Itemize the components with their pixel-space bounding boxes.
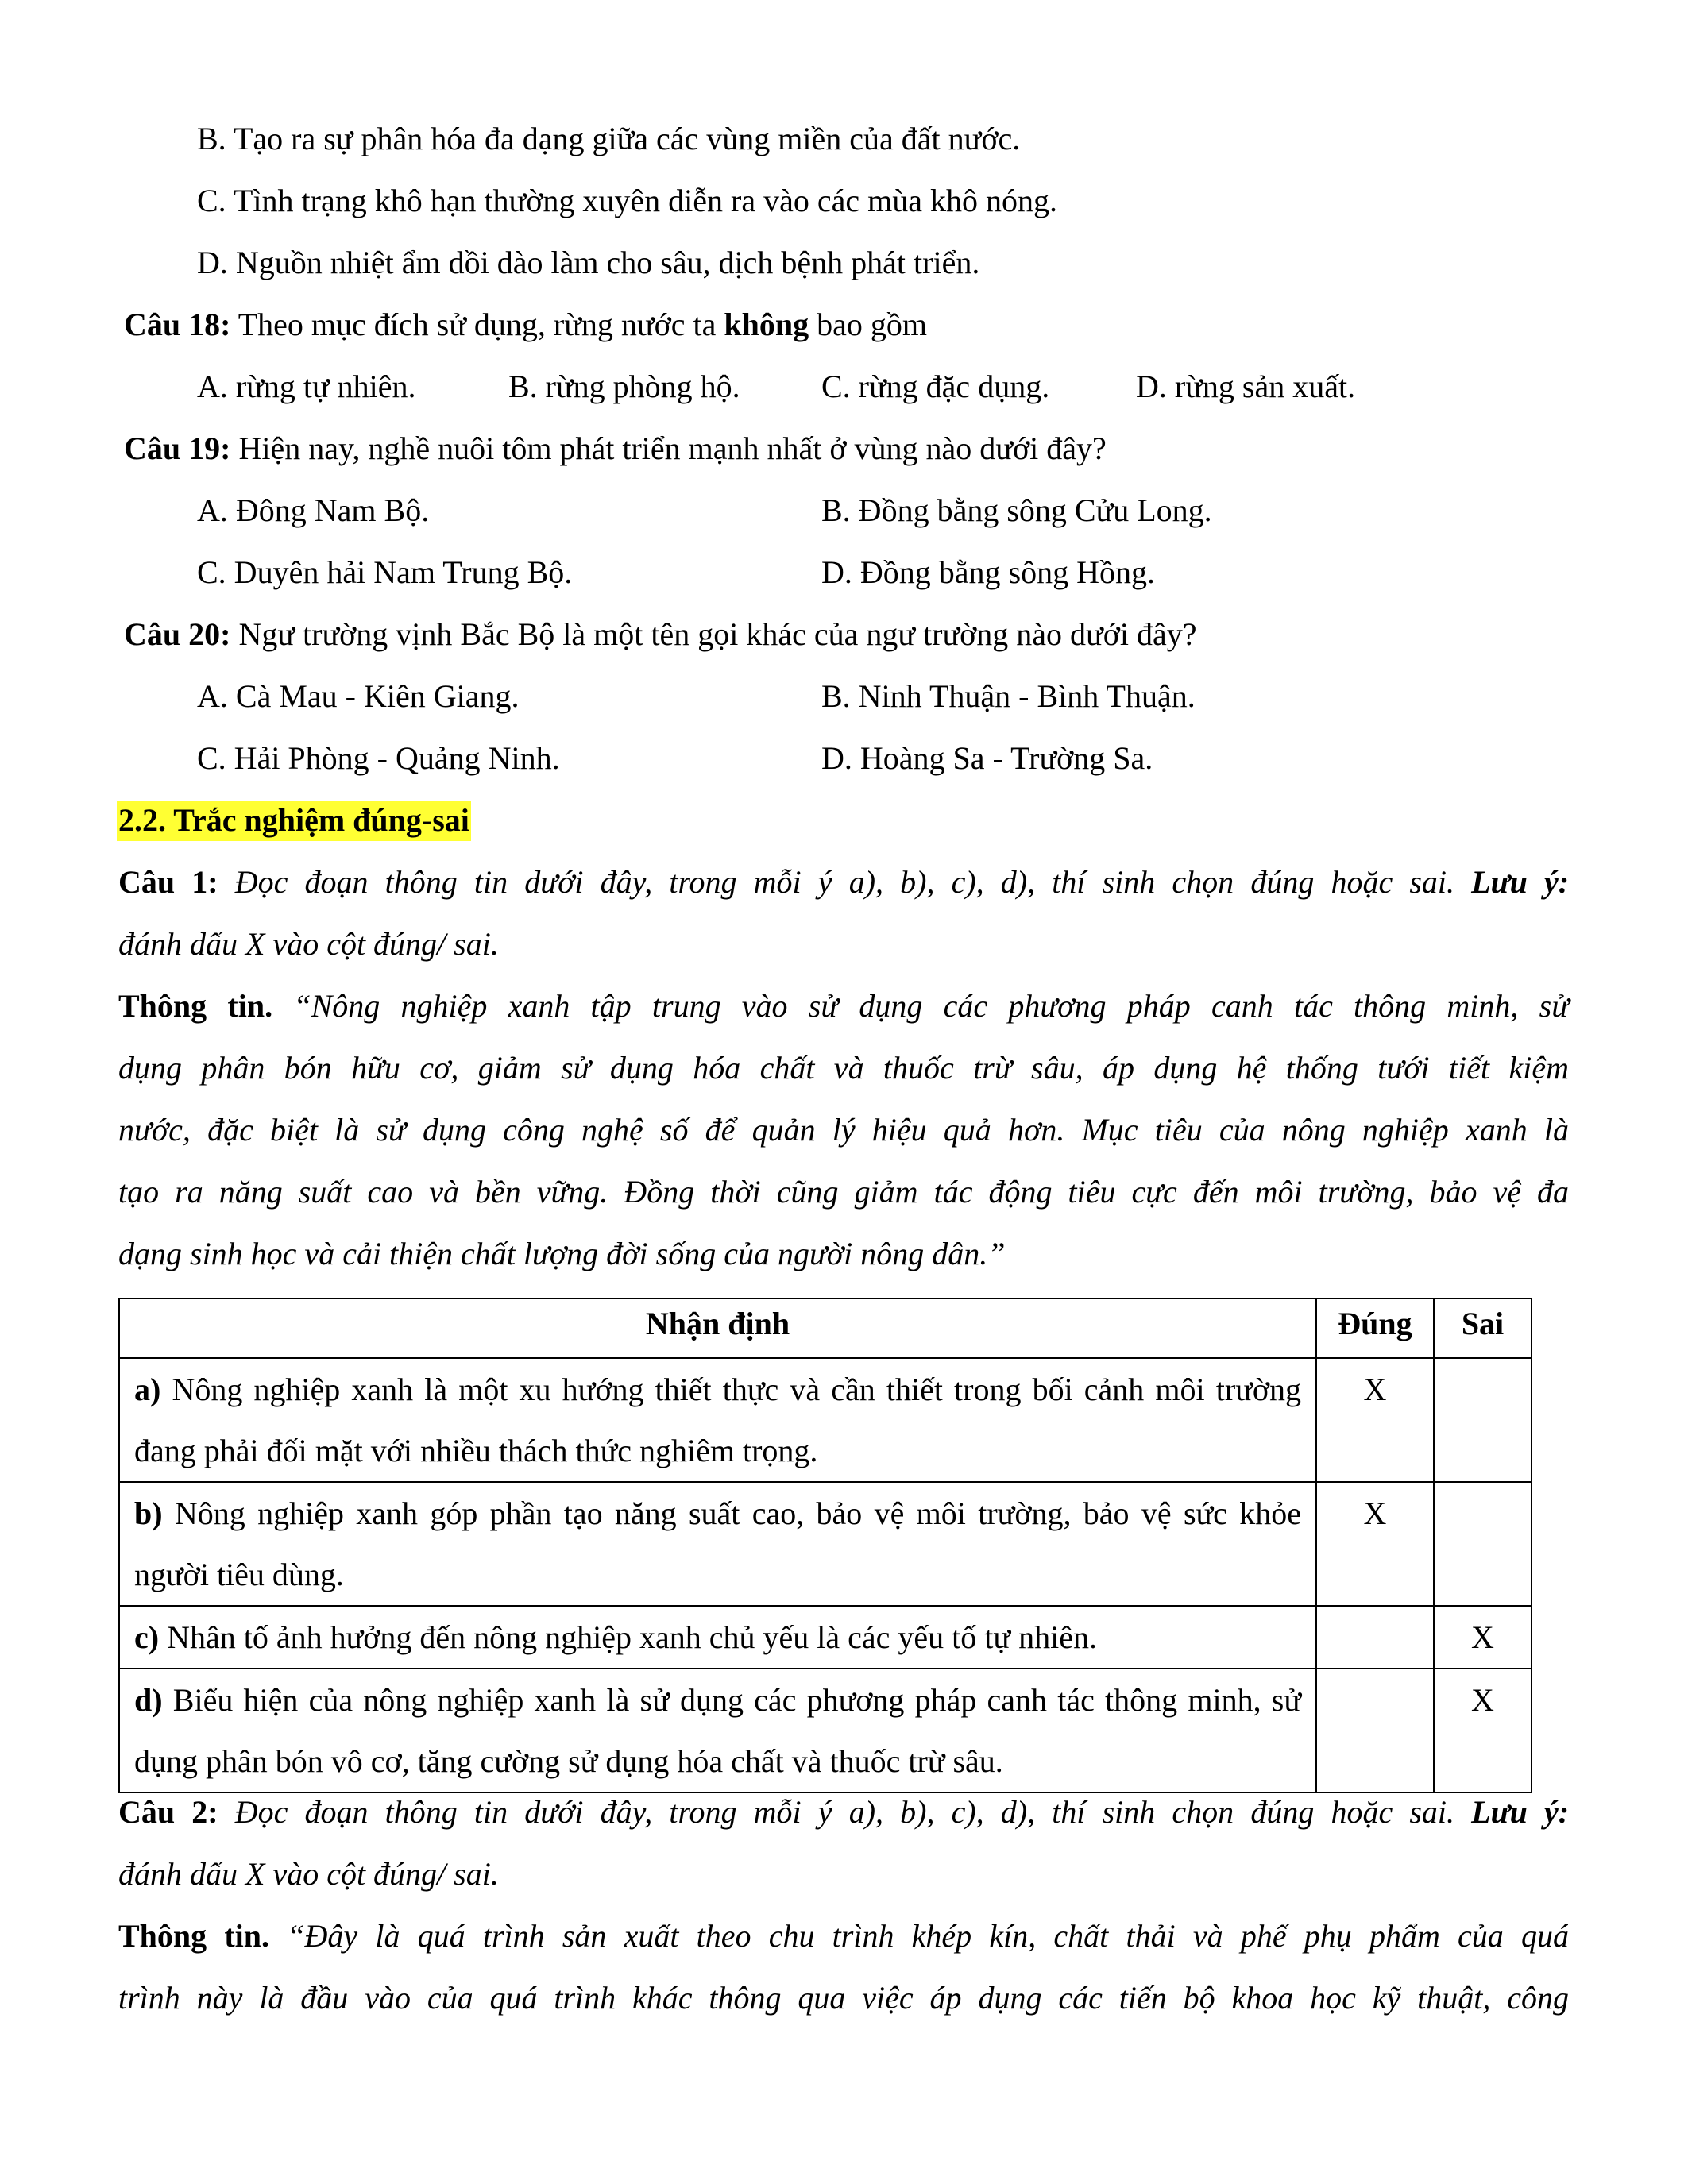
q19-option-c: C. Duyên hải Nam Trung Bộ. xyxy=(197,554,573,590)
false-cell: X xyxy=(1434,1669,1532,1792)
q17-option-c: C. Tình trạng khô hạn thường xuyên diễn ra vào các mùa khô nóng. xyxy=(197,183,1057,218)
q19-text: Hiện nay, nghề nuôi tôm phát triển mạnh nhất ở vùng nào dưới đây? xyxy=(238,430,1107,466)
false-cell: X xyxy=(1434,1606,1532,1669)
table-row xyxy=(119,1606,1532,1669)
table-row xyxy=(119,1669,1532,1792)
q19-option-a: A. Đông Nam Bộ. xyxy=(197,492,430,528)
tf2-info-line-2: trình này là đầu vào của quá trình khác thông qua việc áp dụng các tiến bộ khoa học kỹ thuật, công xyxy=(118,1980,1569,2016)
statement-text: Nông nghiệp xanh góp phần tạo năng suất cao, bảo vệ môi trường, bảo vệ sức khỏe người tiêu dùng. xyxy=(134,1495,1302,1592)
q20-label: Câu 20: xyxy=(124,616,231,652)
q20-option-c: C. Hải Phòng - Quảng Ninh. xyxy=(197,740,560,776)
true-cell: X xyxy=(1316,1482,1434,1606)
table-row xyxy=(119,1482,1532,1606)
q18-label: Câu 18: xyxy=(124,307,231,342)
table-header-row xyxy=(119,1298,1532,1358)
statement-key: d) xyxy=(134,1682,163,1718)
statement-key: c) xyxy=(134,1619,160,1655)
q20-text: Ngư trường vịnh Bắc Bộ là một tên gọi khác của ngư trường nào dưới đây? xyxy=(238,616,1197,652)
header-true: Đúng xyxy=(1316,1298,1434,1358)
tf1-table xyxy=(118,1298,1532,1793)
header-false: Sai xyxy=(1434,1298,1532,1358)
q18-option-b: B. rừng phòng hộ. xyxy=(508,369,740,404)
false-cell xyxy=(1434,1482,1532,1606)
q18-stem xyxy=(124,305,927,345)
q19-option-b: B. Đồng bằng sông Cửu Long. xyxy=(821,492,1212,528)
q20-option-b: B. Ninh Thuận - Bình Thuận. xyxy=(821,678,1196,714)
tf2-info-label: Thông tin. xyxy=(118,1918,270,1954)
tf2-instruction xyxy=(118,1792,1569,1832)
false-cell xyxy=(1434,1358,1532,1482)
tf2-info-text-1: “Đây là quá trình sản xuất theo chu trình khép kín, chất thải và phế phụ phẩm của quá xyxy=(287,1918,1569,1954)
q18-emphasis: không xyxy=(724,307,809,342)
tf2-label: Câu 2: xyxy=(118,1794,218,1830)
tf1-label: Câu 1: xyxy=(118,864,218,900)
q17-option-b: B. Tạo ra sự phân hóa đa dạng giữa các vùng miền của đất nước. xyxy=(197,121,1021,156)
tf1-instruction-text: Đọc đoạn thông tin dưới đây, trong mỗi ý a), b), c), d), thí sinh chọn đúng hoặc sai xyxy=(234,864,1447,900)
statement-cell xyxy=(119,1482,1316,1606)
statement-cell xyxy=(119,1669,1316,1792)
tf1-info-text-1: “Nông nghiệp xanh tập trung vào sử dụng các phương pháp canh tác thông minh, sử xyxy=(293,988,1570,1024)
q20-stem xyxy=(124,615,1197,654)
q20-option-d: D. Hoàng Sa - Trường Sa. xyxy=(821,740,1153,776)
q19-label: Câu 19: xyxy=(124,430,231,466)
tf2-info-line-1 xyxy=(118,1916,1569,1956)
statement-cell xyxy=(119,1358,1316,1482)
true-cell: X xyxy=(1316,1358,1434,1482)
tf1-info-line-4: tạo ra năng suất cao và bền vững. Đồng thời cũng giảm tác động tiêu cực đến môi trường, bảo vệ đa xyxy=(118,1174,1569,1210)
tf1-instruction-line2: đánh dấu X vào cột đúng/ sai. xyxy=(118,926,499,962)
q19-stem xyxy=(124,429,1107,469)
q18-option-d: D. rừng sản xuất. xyxy=(1136,369,1356,404)
statement-cell xyxy=(119,1606,1316,1669)
tf2-instruction-period: . xyxy=(1447,1794,1455,1830)
tf2-instruction-text: Đọc đoạn thông tin dưới đây, trong mỗi ý a), b), c), d), thí sinh chọn đúng hoặc sai xyxy=(234,1794,1447,1830)
tf1-info-line-1 xyxy=(118,986,1569,1026)
tf1-info-label: Thông tin. xyxy=(118,988,273,1024)
statement-key: a) xyxy=(134,1372,161,1407)
section-heading xyxy=(117,801,471,840)
tf1-note-label: Lưu ý: xyxy=(1471,864,1570,900)
q19-option-d: D. Đồng bằng sông Hồng. xyxy=(821,554,1155,590)
section-title: 2.2. Trắc nghiệm đúng-sai xyxy=(117,801,471,841)
q17-option-d: D. Nguồn nhiệt ẩm dồi dào làm cho sâu, dịch bệnh phát triển. xyxy=(197,245,980,280)
q18-option-c: C. rừng đặc dụng. xyxy=(821,369,1050,404)
true-cell xyxy=(1316,1606,1434,1669)
tf2-note-label: Lưu ý: xyxy=(1471,1794,1570,1830)
tf1-info-line-5: dạng sinh học và cải thiện chất lượng đời sống của người nông dân.” xyxy=(118,1236,1006,1271)
statement-key: b) xyxy=(134,1495,163,1531)
header-statement: Nhận định xyxy=(119,1298,1316,1358)
tf1-instruction xyxy=(118,862,1569,902)
statement-text: Biểu hiện của nông nghiệp xanh là sử dụng các phương pháp canh tác thông minh, sử dụng phân bón vô cơ, tăng cường sử dụng hóa chất và thuốc trừ sâu. xyxy=(134,1682,1302,1779)
q18-text-before: Theo mục đích sử dụng, rừng nước ta xyxy=(238,307,717,342)
q20-option-a: A. Cà Mau - Kiên Giang. xyxy=(197,678,520,714)
statement-text: Nhân tố ảnh hưởng đến nông nghiệp xanh chủ yếu là các yếu tố tự nhiên. xyxy=(167,1619,1097,1655)
q18-option-a: A. rừng tự nhiên. xyxy=(197,369,416,404)
q18-text-after: bao gồm xyxy=(817,307,927,342)
true-cell xyxy=(1316,1669,1434,1792)
tf1-info-line-2: dụng phân bón hữu cơ, giảm sử dụng hóa chất và thuốc trừ sâu, áp dụng hệ thống tưới tiết kiệm xyxy=(118,1050,1569,1086)
tf2-instruction-line2: đánh dấu X vào cột đúng/ sai. xyxy=(118,1856,499,1892)
statement-text: Nông nghiệp xanh là một xu hướng thiết thực và cần thiết trong bối cảnh môi trường đang phải đối mặt với nhiều thách thức nghiêm trọng. xyxy=(134,1372,1302,1468)
tf1-instruction-period: . xyxy=(1447,864,1455,900)
table-row xyxy=(119,1358,1532,1482)
tf1-info-line-3: nước, đặc biệt là sử dụng công nghệ số để quản lý hiệu quả hơn. Mục tiêu của nông nghiệp xanh là xyxy=(118,1112,1569,1148)
